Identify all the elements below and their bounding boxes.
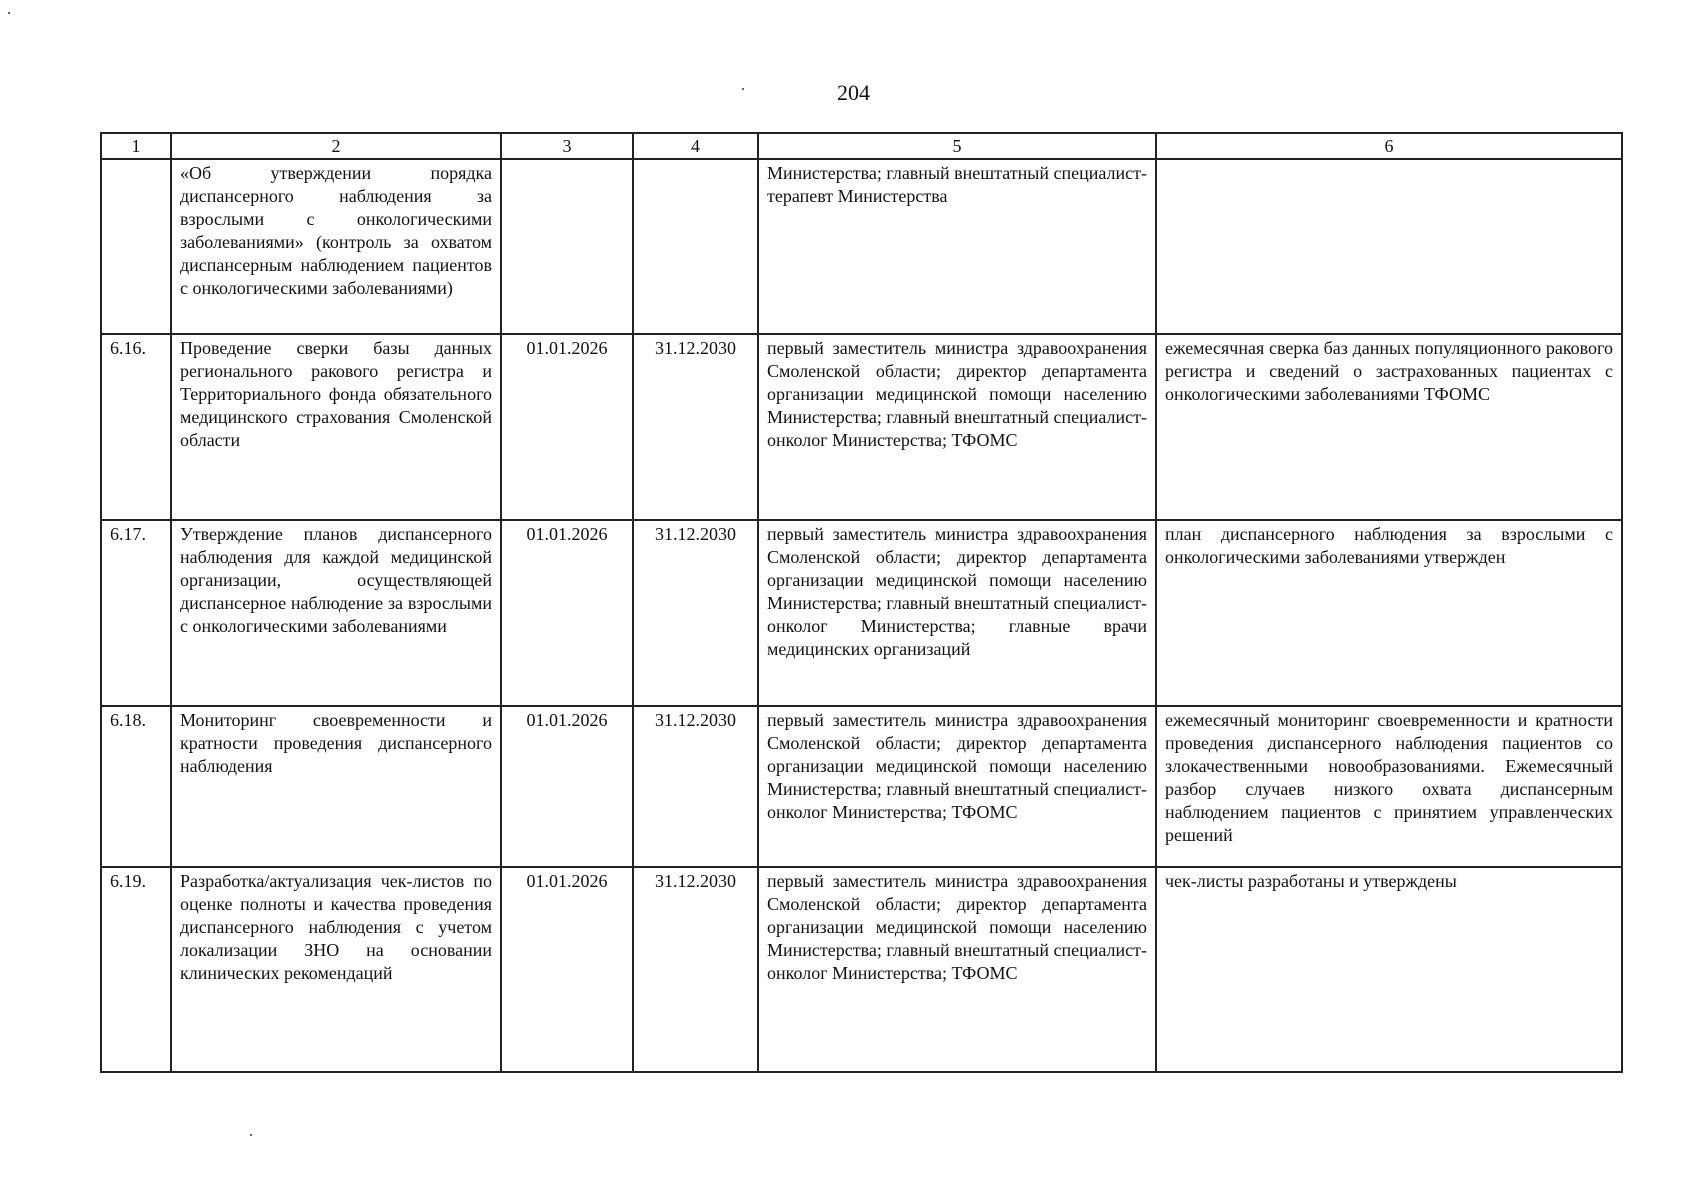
row-end-date: 31.12.2030 bbox=[633, 706, 758, 867]
table-row bbox=[101, 159, 1622, 334]
row-responsible: Министерства; главный внештатный специалист-терапевт Министерства bbox=[758, 159, 1156, 334]
table-row bbox=[101, 334, 1622, 520]
row-end-date: 31.12.2030 bbox=[633, 867, 758, 1072]
row-result: ежемесячная сверка баз данных популяционного ракового регистра и сведений о застрахованных пациентах с онкологическими заболеваниями ТФОМС bbox=[1156, 334, 1622, 520]
row-result: чек-листы разработаны и утверждены bbox=[1156, 867, 1622, 1072]
row-event: Разработка/актуализация чек-листов по оценке полноты и качества проведения диспансерного наблюдения с учетом локализации ЗНО на основании клинических рекомендаций bbox=[171, 867, 501, 1072]
page-number: 204 bbox=[837, 80, 870, 105]
plan-table bbox=[100, 132, 1623, 1073]
row-number: 6.18. bbox=[101, 706, 171, 867]
table-row bbox=[101, 706, 1622, 867]
table-row bbox=[101, 520, 1622, 706]
row-responsible: первый заместитель министра здравоохранения Смоленской области; директор департамента организации медицинской помощи населению Министерства; главный внештатный специалист-онколог Министерства; ТФОМС bbox=[758, 706, 1156, 867]
scan-speck bbox=[250, 1134, 252, 1136]
row-start-date bbox=[501, 159, 633, 334]
row-event: «Об утверждении порядка диспансерного наблюдения за взрослыми с онкологическими заболеваниями» (контроль за охватом диспансерным наблюдением пациентов с онкологическими заболеваниями) bbox=[171, 159, 501, 334]
row-responsible: первый заместитель министра здравоохранения Смоленской области; директор департамента организации медицинской помощи населению Министерства; главный внештатный специалист-онколог Министерства; ТФОМС bbox=[758, 334, 1156, 520]
row-result: ежемесячный мониторинг своевременности и кратности проведения диспансерного наблюдения пациентов со злокачественными новообразованиями. Ежемесячный разбор случаев низкого охвата диспансерным наблюдением пациентов с принятием управленческих решений bbox=[1156, 706, 1622, 867]
row-result: план диспансерного наблюдения за взрослыми с онкологическими заболеваниями утвержден bbox=[1156, 520, 1622, 706]
scan-speck bbox=[742, 88, 744, 90]
row-number: 6.19. bbox=[101, 867, 171, 1072]
row-start-date: 01.01.2026 bbox=[501, 334, 633, 520]
row-event: Мониторинг своевременности и кратности проведения диспансерного наблюдения bbox=[171, 706, 501, 867]
scan-speck bbox=[8, 12, 10, 14]
row-end-date: 31.12.2030 bbox=[633, 334, 758, 520]
column-header-end-date: 4 bbox=[633, 133, 758, 159]
row-event: Проведение сверки базы данных регионального ракового регистра и Территориального фонда обязательного медицинского страхования Смоленской области bbox=[171, 334, 501, 520]
row-end-date: 31.12.2030 bbox=[633, 520, 758, 706]
row-start-date: 01.01.2026 bbox=[501, 706, 633, 867]
column-header-responsible: 5 bbox=[758, 133, 1156, 159]
row-start-date: 01.01.2026 bbox=[501, 867, 633, 1072]
column-header-start-date: 3 bbox=[501, 133, 633, 159]
table-row bbox=[101, 867, 1622, 1072]
column-header-number: 1 bbox=[101, 133, 171, 159]
table-header-row bbox=[101, 133, 1622, 159]
row-number bbox=[101, 159, 171, 334]
row-event: Утверждение планов диспансерного наблюдения для каждой медицинской организации, осуществляющей диспансерное наблюдение за взрослыми с онкологическими заболеваниями bbox=[171, 520, 501, 706]
row-responsible: первый заместитель министра здравоохранения Смоленской области; директор департамента организации медицинской помощи населению Министерства; главный внештатный специалист-онколог Министерства; ТФОМС bbox=[758, 867, 1156, 1072]
column-header-result: 6 bbox=[1156, 133, 1622, 159]
row-number: 6.16. bbox=[101, 334, 171, 520]
row-responsible: первый заместитель министра здравоохранения Смоленской области; директор департамента организации медицинской помощи населению Министерства; главный внештатный специалист-онколог Министерства; главные врачи медицинских организаций bbox=[758, 520, 1156, 706]
row-result bbox=[1156, 159, 1622, 334]
row-end-date bbox=[633, 159, 758, 334]
column-header-event: 2 bbox=[171, 133, 501, 159]
row-number: 6.17. bbox=[101, 520, 171, 706]
row-start-date: 01.01.2026 bbox=[501, 520, 633, 706]
